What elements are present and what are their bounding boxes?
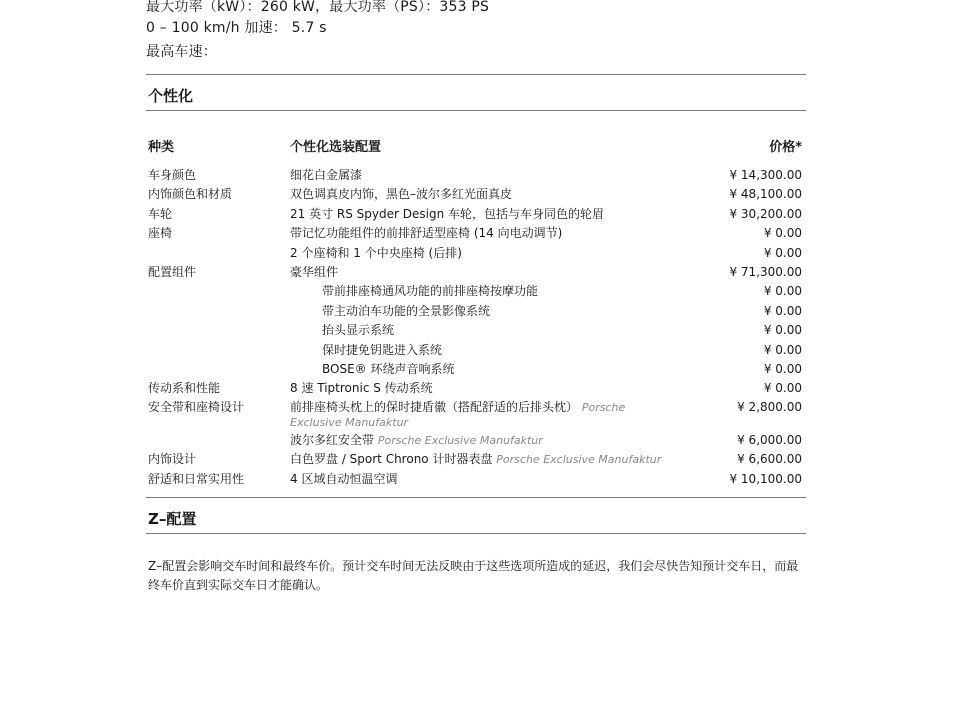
table-row-subitem bbox=[146, 302, 806, 321]
row-option bbox=[290, 400, 662, 430]
section-divider bbox=[146, 533, 806, 534]
row-price: ¥ 0.00 bbox=[763, 362, 802, 376]
column-header-price: 价格* bbox=[769, 140, 802, 155]
row-price: ¥ 0.00 bbox=[763, 304, 802, 318]
section-divider bbox=[146, 110, 806, 111]
row-category: 安全带和座椅设计 bbox=[148, 400, 245, 414]
row-category: 传动系和性能 bbox=[148, 381, 221, 395]
table-row bbox=[146, 398, 806, 430]
row-option: 2 个座椅和 1 个中央座椅 (后排) bbox=[290, 246, 462, 260]
table-row bbox=[146, 166, 806, 185]
row-option: 4 区域自动恒温空调 bbox=[290, 472, 398, 486]
row-price: ¥ 0.00 bbox=[763, 226, 802, 240]
table-row-subitem bbox=[146, 282, 806, 301]
row-option: 抬头显示系统 bbox=[322, 323, 395, 337]
acceleration-line: 0 – 100 km/h 加速： 5.7 s bbox=[146, 20, 327, 36]
option-subtitle: Porsche Exclusive Manufaktur bbox=[290, 401, 626, 429]
section-divider bbox=[146, 74, 806, 75]
section-divider bbox=[146, 497, 806, 498]
row-price: ¥ 30,200.00 bbox=[729, 207, 802, 221]
row-option: 带主动泊车功能的全景影像系统 bbox=[322, 304, 491, 318]
row-price: ¥ 48,100.00 bbox=[729, 187, 802, 201]
table-row bbox=[146, 470, 806, 489]
row-price: ¥ 10,100.00 bbox=[729, 472, 802, 486]
row-option: BOSE® 环绕声音响系统 bbox=[322, 362, 455, 376]
table-row bbox=[146, 450, 806, 469]
table-row-subitem bbox=[146, 360, 806, 379]
row-price: ¥ 0.00 bbox=[763, 381, 802, 395]
row-price: ¥ 0.00 bbox=[763, 246, 802, 260]
option-subtitle: Porsche Exclusive Manufaktur bbox=[496, 453, 662, 466]
table-row-subitem bbox=[146, 341, 806, 360]
zconfig-note: Z–配置会影响交车时间和最终车价。预计交车时间无法反映由于这些选项所造成的延迟，我们会尽快告知预计交车日，而最终车价直到实际交车日才能确认。 bbox=[148, 559, 799, 592]
section-title-zconfig: Z–配置 bbox=[148, 510, 197, 528]
option-text: 白色罗盘 / Sport Chrono 计时器表盘 bbox=[290, 452, 493, 466]
option-subtitle: Porsche Exclusive Manufaktur bbox=[377, 434, 543, 447]
row-price: ¥ 0.00 bbox=[763, 323, 802, 337]
row-category: 车身颜色 bbox=[148, 168, 197, 182]
row-price: ¥ 71,300.00 bbox=[729, 265, 802, 279]
table-row bbox=[146, 244, 806, 263]
row-option bbox=[290, 431, 543, 450]
table-row bbox=[146, 185, 806, 204]
row-price: ¥ 0.00 bbox=[763, 343, 802, 357]
row-option: 带前排座椅通风功能的前排座椅按摩功能 bbox=[322, 284, 539, 298]
row-category: 配置组件 bbox=[148, 265, 197, 279]
max-power-line: 最大功率（kW）：260 kW，最大功率（PS）：353 PS bbox=[146, 0, 490, 15]
row-option bbox=[290, 450, 661, 469]
table-row bbox=[146, 224, 806, 243]
column-header-category: 种类 bbox=[148, 140, 175, 155]
column-header-option: 个性化选装配置 bbox=[290, 140, 382, 155]
top-speed-line: 最高车速： bbox=[146, 44, 217, 60]
option-text: 波尔多红安全带 bbox=[290, 433, 375, 447]
row-option: 细花白金属漆 bbox=[290, 168, 363, 182]
row-category: 车轮 bbox=[148, 207, 173, 221]
section-title-personalization: 个性化 bbox=[148, 87, 194, 105]
row-price: ¥ 6,000.00 bbox=[737, 433, 802, 447]
row-category: 内饰设计 bbox=[148, 452, 197, 466]
row-price: ¥ 0.00 bbox=[763, 284, 802, 298]
row-option: 8 速 Tiptronic S 传动系统 bbox=[290, 381, 433, 395]
row-category: 舒适和日常实用性 bbox=[148, 472, 245, 486]
option-text: 前排座椅头枕上的保时捷盾徽（搭配舒适的后排头枕） bbox=[290, 400, 579, 414]
table-row bbox=[146, 263, 806, 282]
table-row-subitem bbox=[146, 321, 806, 340]
row-price: ¥ 14,300.00 bbox=[729, 168, 802, 182]
row-option: 21 英寸 RS Spyder Design 车轮，包括与车身同色的轮眉 bbox=[290, 207, 604, 221]
row-price: ¥ 2,800.00 bbox=[737, 400, 802, 414]
table-row bbox=[146, 379, 806, 398]
row-option: 带记忆功能组件的前排舒适型座椅 (14 向电动调节) bbox=[290, 226, 563, 240]
table-row bbox=[146, 431, 806, 450]
row-category: 内饰颜色和材质 bbox=[148, 187, 233, 201]
table-row bbox=[146, 205, 806, 224]
row-option: 双色调真皮内饰，黑色–波尔多红光面真皮 bbox=[290, 187, 513, 201]
row-category: 座椅 bbox=[148, 226, 173, 240]
row-price: ¥ 6,600.00 bbox=[737, 452, 802, 466]
row-option: 保时捷免钥匙进入系统 bbox=[322, 343, 443, 357]
row-option: 豪华组件 bbox=[290, 265, 339, 279]
